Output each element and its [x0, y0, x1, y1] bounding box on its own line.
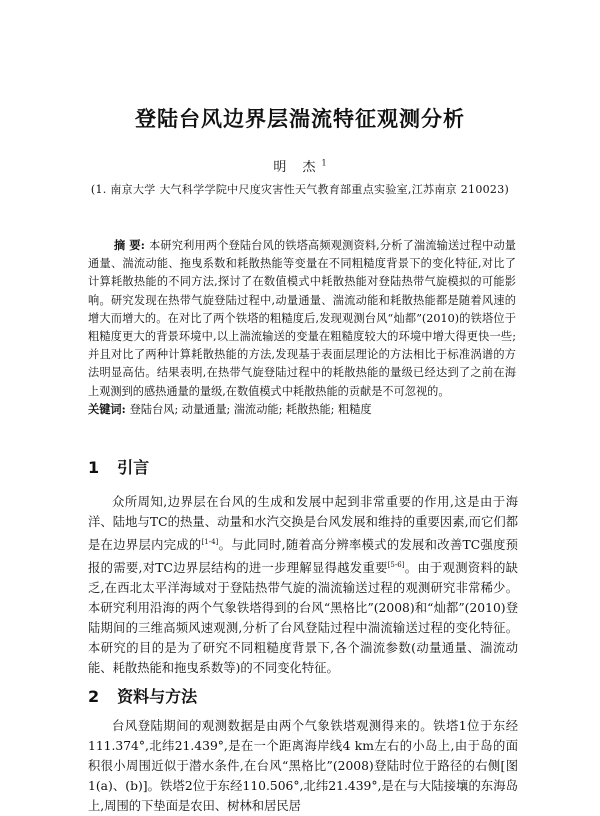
section-heading-methods: [88, 684, 197, 707]
author-name: 明 杰: [273, 160, 322, 175]
citation: [5-6]: [387, 561, 405, 570]
abstract-text: 本研究利用两个登陆台风的铁塔高频观测资料,分析了湍流输送过程中动量通量、湍流动能、拖曳系数和耗散热能等变量在不同粗糙度背景下的变化特征,对比了计算耗散热能的不同方法,探讨了在数值模式中耗散热能对登陆热带气旋模拟的可能影响。研究发现在热带气旋登陆过程中,动量通量、湍流动能和耗散热能都是随着风速的增大而增大的。在对比了两个铁塔的粗糙度后,发现观测台风“灿都”(2010)的铁塔位于粗糙度更大的背景环境中,以上湍流输送的变量在粗糙度较大的环境中增大得更快一些;并且对比了两种计算耗散热能的方法,发现基于表面层理论的方法相比于标准涡谱的方法明显高估。结果表明,在热带气旋登陆过程中的耗散热能的量级已经达到了之前在海上观测到的感热通量的量级,在数值模式中耗散热能的贡献是不可忽视的。: [88, 239, 516, 398]
paragraph: [88, 492, 518, 678]
section-title: 引言: [117, 458, 150, 477]
methods-body: [88, 716, 518, 816]
paper-title: 登陆台风边界层湍流特征观测分析: [135, 107, 465, 131]
section-heading-intro: [88, 455, 149, 478]
citation: [1-4]: [201, 538, 219, 546]
abstract: [88, 236, 516, 401]
section-number: 2: [88, 687, 100, 706]
keywords-label: 关键词:: [88, 402, 126, 416]
author-line: [0, 156, 600, 175]
paragraph: 台风登陆期间的观测数据是由两个气象铁塔观测得来的。铁塔1位于东经111.374°,北纬21.439°,是在一个距离海岸线4 km左右的小岛上,由于岛的面积很小周围近似于潜水条件,在台风“黑格比”(2008)登陆时位于路径的右侧[图1(a)、(b)]。铁塔2位于东经110.506°,北纬21.439°,是在与大陆接壤的东海岛上,周围的下垫面是农田、树林和居民居: [88, 719, 518, 813]
intro-body: [88, 492, 518, 678]
keywords-text: 登陆台风; 动量通量; 湍流动能; 耗散热能; 粗糙度: [129, 403, 372, 416]
paragraph-text: 众所周知,边界层在台风的生成和发展中起到非常重要的作用,这是由于海洋、陆地与TC的热量、动量和水汽交换是台风发展和维持的重要因素,而它们都是在边界层内完成的: [88, 495, 518, 553]
section-title: 资料与方法: [117, 687, 198, 706]
affiliation: (1. 南京大学 大气科学学院中尺度灾害性天气教育部重点实验室,江苏南京 210023): [90, 183, 510, 196]
keywords: [88, 400, 516, 419]
author-affiliation-marker: 1: [321, 158, 327, 168]
paragraph-text: 。与此同时,随着高分辨率模式的发展和改善TC强度预报的需要,对TC边界层结构的进一步理解显得越发重要: [88, 538, 518, 576]
abstract-label: 摘 要:: [114, 238, 145, 252]
paragraph-text: 。由于观测资料的缺乏,在西北太平洋海域对于登陆热带气旋的湍流输送过程的观测研究非常稀少。本研究利用沿海的两个气象铁塔得到的台风“黑格比”(2008)和“灿都”(2010)登陆期间的三维高频风速观测,分析了台风登陆过程中湍流输送过程的变化特征。本研究的目的是为了研究不同粗糙度背景下,各个湍流参数(动量通量、湍流动能、耗散热能和拖曳系数等)的不同变化特征。: [88, 561, 518, 676]
section-number: 1: [88, 458, 100, 477]
